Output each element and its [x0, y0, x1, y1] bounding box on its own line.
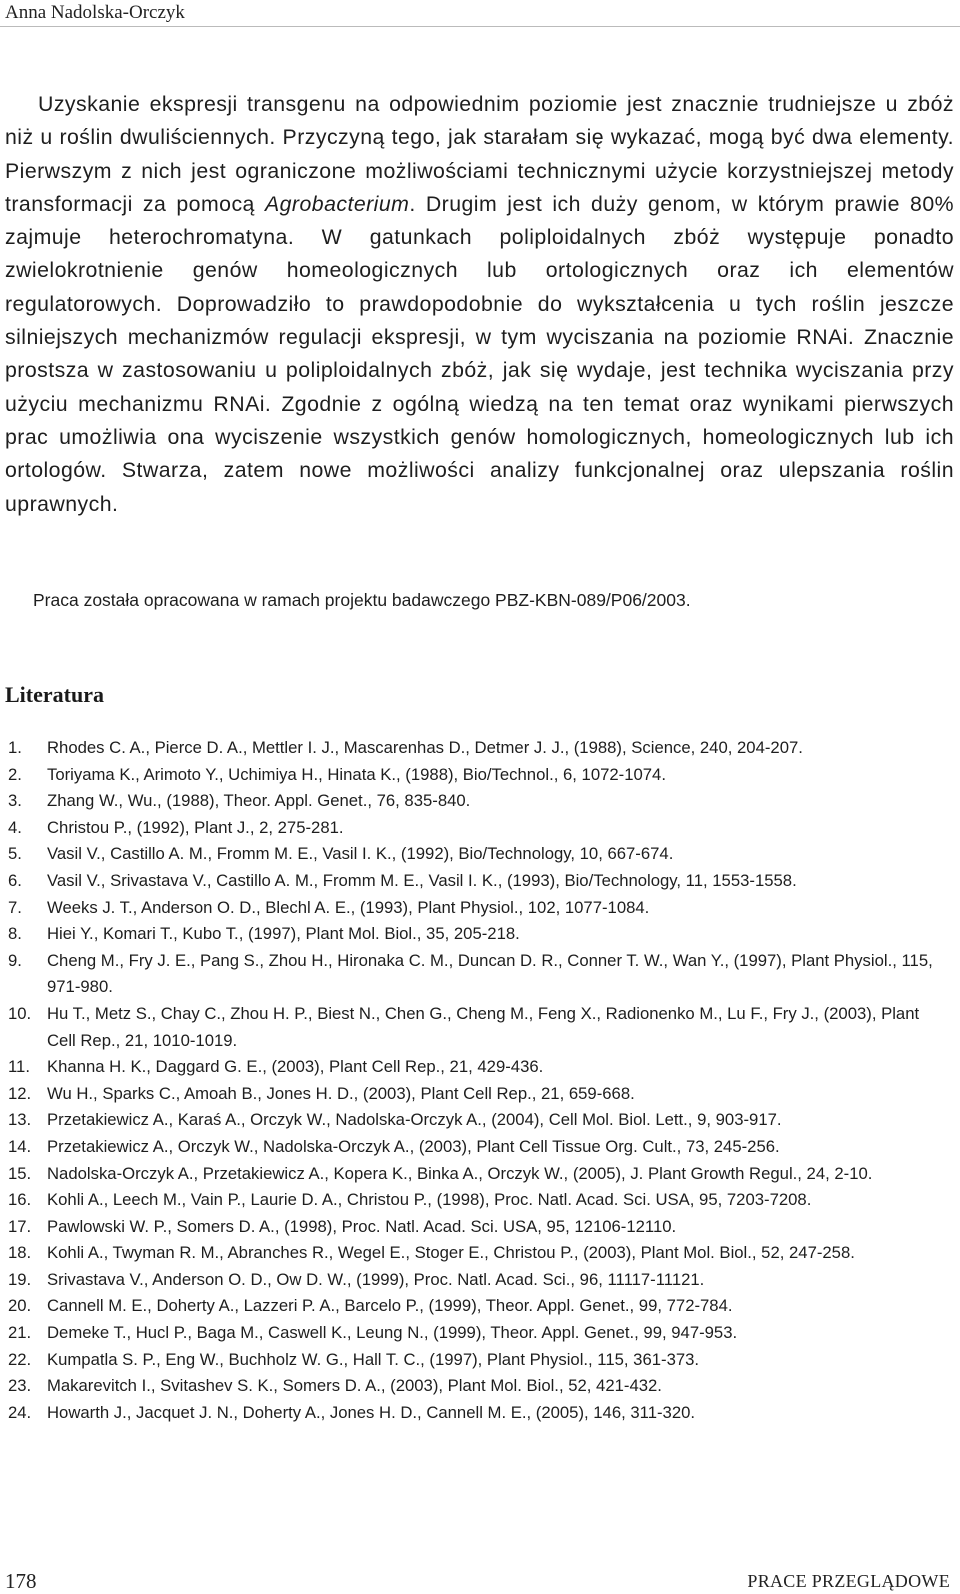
reference-number: 13.	[8, 1110, 32, 1130]
reference-item	[0, 1161, 950, 1188]
reference-text: Zhang W., Wu., (1988), Theor. Appl. Genet., 76, 835-840.	[47, 791, 471, 811]
reference-number: 8.	[8, 924, 22, 944]
reference-text: Makarevitch I., Svitashev S. K., Somers D. A., (2003), Plant Mol. Biol., 52, 421-432.	[47, 1376, 662, 1396]
reference-text: Rhodes C. A., Pierce D. A., Mettler I. J., Mascarenhas D., Detmer J. J., (1988), Science, 240, 204-207.	[47, 738, 803, 757]
reference-text: Weeks J. T., Anderson O. D., Blechl A. E., (1993), Plant Physiol., 102, 1077-1084.	[47, 897, 650, 917]
reference-number: 6.	[8, 870, 22, 890]
reference-item	[0, 1214, 950, 1241]
reference-text: Toriyama K., Arimoto Y., Uchimiya H., Hinata K., (1988), Bio/Technol., 6, 1072-1074.	[47, 764, 666, 784]
reference-number: 10.	[8, 1003, 32, 1023]
reference-number: 3.	[8, 791, 22, 811]
page-number: 178	[5, 1569, 37, 1593]
reference-number: 19.	[8, 1269, 32, 1289]
reference-text: Kumpatla S. P., Eng W., Buchholz W. G., Hall T. C., (1997), Plant Physiol., 115, 361-373.	[47, 1349, 700, 1369]
reference-text: Vasil V., Srivastava V., Castillo A. M., Fromm M. E., Vasil I. K., (1993), Bio/Technology, 11, 1553-1558.	[47, 870, 797, 890]
reference-number: 22.	[8, 1349, 32, 1369]
reference-number: 7.	[8, 897, 22, 917]
reference-text: Kohli A., Twyman R. M., Abranches R., Wegel E., Stoger E., Christou P., (2003), Plant Mol. Biol., 52, 247-258.	[47, 1243, 855, 1263]
reference-item	[0, 1320, 950, 1347]
reference-text: Wu H., Sparks C., Amoah B., Jones H. D., (2003), Plant Cell Rep., 21, 659-668.	[47, 1083, 635, 1103]
body-text-part-1: Uzyskanie ekspresji transgenu na odpowiednim poziomie jest znacznie trudniejsze u zbóż niż u roślin dwuliściennych. Przyczyną tego, jak starałam się wykazać, mogą być dwa elementy. Pierwszym z nich jest ograniczone możliwościami technicznymi użycie korzystniejszej metody transformacji za pomocą	[5, 92, 954, 216]
journal-section-name: PRACE PRZEGLĄDOWE	[747, 1571, 950, 1591]
reference-text: Demeke T., Hucl P., Baga M., Caswell K., Leung N., (1999), Theor. Appl. Genet., 99, 947-953.	[47, 1323, 738, 1343]
reference-text: Pawlowski W. P., Somers D. A., (1998), Proc. Natl. Acad. Sci. USA, 95, 12106-12110.	[47, 1216, 677, 1236]
reference-text: Srivastava V., Anderson O. D., Ow D. W., (1999), Proc. Natl. Acad. Sci., 96, 11117-11121.	[47, 1269, 705, 1289]
running-header-author: Anna Nadolska-Orczyk	[5, 2, 185, 23]
reference-text: Przetakiewicz A., Orczyk W., Nadolska-Orczyk A., (2003), Plant Cell Tissue Org. Cult., 73, 245-256.	[47, 1136, 780, 1156]
reference-text: Khanna H. K., Daggard G. E., (2003), Plant Cell Rep., 21, 429-436.	[47, 1057, 544, 1077]
reference-item	[0, 788, 950, 815]
reference-number: 5.	[8, 844, 22, 864]
reference-text: Cheng M., Fry J. E., Pang S., Zhou H., Hironaka C. M., Duncan D. R., Conner T. W., Wan Y., (1997), Plant Physiol., 115, 971-980.	[47, 950, 933, 997]
italic-term: Agrobacterium	[264, 191, 410, 216]
reference-item	[0, 762, 950, 789]
reference-item	[0, 895, 950, 922]
reference-text: Hu T., Metz S., Chay C., Zhou H. P., Biest N., Chen G., Cheng M., Feng X., Radionenko M., Lu F., Fry J., (2003), Plant Cell Rep., 21, 1010-1019.	[47, 1003, 920, 1050]
header-rule	[0, 26, 960, 27]
reference-item	[0, 735, 950, 762]
body-paragraph	[5, 88, 954, 521]
reference-text: Cannell M. E., Doherty A., Lazzeri P. A., Barcelo P., (1999), Theor. Appl. Genet., 99, 772-784.	[47, 1296, 733, 1316]
reference-item	[0, 1400, 950, 1427]
reference-list	[0, 735, 950, 1426]
reference-item	[0, 1187, 950, 1214]
reference-item	[0, 1373, 950, 1400]
reference-number: 23.	[8, 1376, 32, 1396]
reference-item	[0, 1134, 950, 1161]
reference-item	[0, 868, 950, 895]
reference-item	[0, 1240, 950, 1267]
reference-number: 18.	[8, 1243, 32, 1263]
reference-number: 24.	[8, 1402, 32, 1422]
reference-number: 21.	[8, 1323, 32, 1343]
reference-item	[0, 1267, 950, 1294]
literature-heading: Literatura	[5, 682, 104, 707]
funding-note: Praca została opracowana w ramach projektu badawczego PBZ-KBN-089/P06/2003.	[33, 590, 691, 610]
reference-number: 14.	[8, 1136, 32, 1156]
reference-text: Vasil V., Castillo A. M., Fromm M. E., Vasil I. K., (1992), Bio/Technology, 10, 667-674.	[47, 844, 674, 864]
reference-item	[0, 921, 950, 948]
reference-item	[0, 815, 950, 842]
reference-text: Kohli A., Leech M., Vain P., Laurie D. A., Christou P., (1998), Proc. Natl. Acad. Sci. USA, 95, 7203-7208.	[47, 1190, 812, 1210]
reference-item	[0, 1081, 950, 1108]
reference-number: 17.	[8, 1216, 32, 1236]
reference-number: 16.	[8, 1190, 32, 1210]
reference-item	[0, 1054, 950, 1081]
reference-number: 20.	[8, 1296, 32, 1316]
reference-item	[0, 841, 950, 868]
reference-text: Nadolska-Orczyk A., Przetakiewicz A., Kopera K., Binka A., Orczyk W., (2005), J. Plant Growth Regul., 24, 2-10.	[47, 1163, 873, 1183]
body-text-part-2: . Drugim jest ich duży genom, w którym prawie 80% zajmuje heterochromatyna. W gatunkach poliploidalnych zbóż występuje ponadto zwielokrotnienie genów homeologicznych lub ortologicznych oraz ich elementów regulatorowych. Doprowadziło to prawdopodobnie do wykształcenia u tych roślin jeszcze silniejszych mechanizmów regulacji ekspresji, w tym wyciszania na poziomie RNAi. Znacznie prostsza w zastosowaniu u poliploidalnych zbóż, jak się wydaje, jest technika wyciszania przy użyciu mechanizmu RNAi. Zgodnie z ogólną wiedzą na ten temat oraz wynikami pierwszych prac umożliwia ona wyciszenie wszystkich genów homologicznych, homeologicznych lub ich ortologów. Stwarza, zatem nowe możliwości analizy funkcjonalnej oraz ulepszania roślin uprawnych.	[5, 191, 954, 516]
reference-text: Howarth J., Jacquet J. N., Doherty A., Jones H. D., Cannell M. E., (2005), 146, 311-320.	[47, 1402, 696, 1422]
reference-item	[0, 1107, 950, 1134]
reference-number: 12.	[8, 1083, 32, 1103]
reference-item	[0, 1347, 950, 1374]
reference-number: 15.	[8, 1163, 32, 1183]
reference-number: 9.	[8, 950, 22, 970]
reference-number: 2.	[8, 764, 22, 784]
reference-item	[0, 1001, 950, 1054]
reference-text: Przetakiewicz A., Karaś A., Orczyk W., Nadolska-Orczyk A., (2004), Cell Mol. Biol. Lett., 9, 903-917.	[47, 1110, 782, 1130]
reference-number: 1.	[8, 738, 22, 757]
reference-text: Hiei Y., Komari T., Kubo T., (1997), Plant Mol. Biol., 35, 205-218.	[47, 924, 520, 944]
reference-item	[0, 1293, 950, 1320]
reference-number: 4.	[8, 817, 22, 837]
reference-number: 11.	[8, 1057, 30, 1077]
reference-text: Christou P., (1992), Plant J., 2, 275-281.	[47, 817, 344, 837]
reference-item	[0, 948, 950, 1001]
